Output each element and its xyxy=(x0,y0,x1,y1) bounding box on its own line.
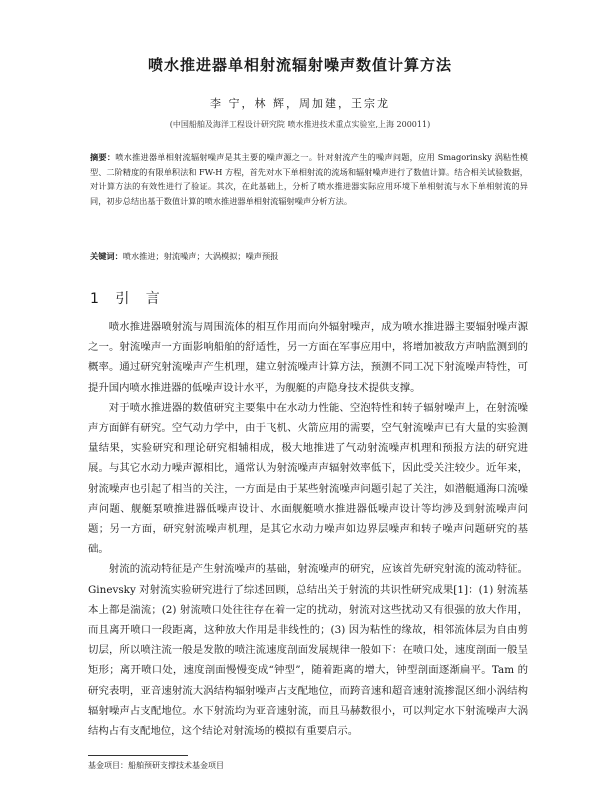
section-heading: 1 引 言 xyxy=(90,291,166,307)
footnote-divider xyxy=(88,755,188,756)
paragraph: 喷水推进器喷射流与周围流体的相互作用而向外辐射噪声，成为喷水推进器主要辐射噪声源之一。射流噪声一方面影响船舶的舒适性，另一方面在军事应用中，将增加被敌方声呐监测到的概率。通过研究射流噪声产生机理，建立射流噪声计算方法，预测不同工况下射流噪声特性，可提升国内喷水推进器的低噪声设计水平，为舰艇的声隐身技术提供支撑。 xyxy=(88,321,528,394)
abstract-label: 摘要： xyxy=(90,152,116,162)
paper-title: 喷水推进器单相射流辐射噪声数值计算方法 xyxy=(147,56,452,74)
abstract-text: 喷水推进器单相射流辐射噪声是其主要的噪声源之一。针对射流产生的噪声问题，应用 Smagorinsky 涡粘性模型、二阶精度的有限单积法和 FW-H 方程，首先对水下单相射流的流场和辐射噪声进行了数值计算。结合相关试验数据，对计算方法的有效性进行了验证。其次，在此基础上，分析了喷水推进器实际应用环境下单相射流与水下单相射流的异同，初步总结出基于数值计算的喷水推进器单相射流辐射噪声分析方法。 xyxy=(90,152,528,206)
keywords xyxy=(90,250,528,262)
keywords-label: 关键词： xyxy=(90,251,123,261)
author-list: 李 宁，林 辉，周加建，王宗龙 xyxy=(210,97,390,110)
paragraph: 射流的流动特征是产生射流噪声的基础，射流噪声的研究，应该首先研究射流的流动特征。Ginevsky 对射流实验研究进行了综述回顾，总结出关于射流的共识性研究成果[1]：(1) 射流基本上都是湍流；(2) 射流喷口处往往存在着一定的扰动，射流对这些扰动又有很强的放大作用，而且离开喷口一段距离，这种放大作用是非线性的；(3) 因为粘性的缘故，相邻流体层为自由剪切层，所以喷注流一般是发散的喷注流速度剖面发展规律一般如下：在喷口处，速度剖面一般呈矩形；离开喷口处，速度剖面慢慢变成“钟型”，随着距离的增大，钟型剖面逐渐扁平。Tam 的研究表明，亚音速射流大涡结构辐射噪声占支配地位，而跨音速和超音速射流掺混区细小涡结构辐射噪声占支配地位。水下射流均为亚音速射流，而且马赫数很小，可以判定水下射流噪声大涡结构占有支配地位，这个结论对射流场的模拟有重要启示。 xyxy=(88,563,528,738)
abstract xyxy=(90,150,528,208)
affiliation: (中国船舶及海洋工程设计研究院 喷水推进技术重点实验室,上海 200011) xyxy=(169,120,431,129)
keywords-text: 喷水推进；射流噪声；大涡模拟；噪声预报 xyxy=(122,251,279,261)
body-text xyxy=(88,317,528,741)
paragraph: 对于喷水推进器的数值研究主要集中在水动力性能、空泡特性和转子辐射噪声上，在射流噪声方面鲜有研究。空气动力学中，由于飞机、火箭应用的需要，空气射流噪声已有大量的实验测量结果，实验研究和理论研究相辅相成，极大地推进了气动射流噪声机理和预报方法的研究进展。与其它水动力噪声源相比，通常认为射流噪声声辐射效率低下，因此受关注较少。近年来，射流噪声也引起了相当的关注，一方面是由于某些射流噪声问题引起了关注，如潜艇通海口流噪声问题、舰艇泵喷推进器低噪声设计、水面舰艇喷水推进器低噪声设计等均涉及到射流噪声问题；另一方面，研究射流噪声机理，是其它水动力噪声如边界层噪声和转子噪声问题研究的基础。 xyxy=(88,401,528,556)
footnote: 基金项目：船舶预研支撑技术基金项目 xyxy=(88,761,224,770)
